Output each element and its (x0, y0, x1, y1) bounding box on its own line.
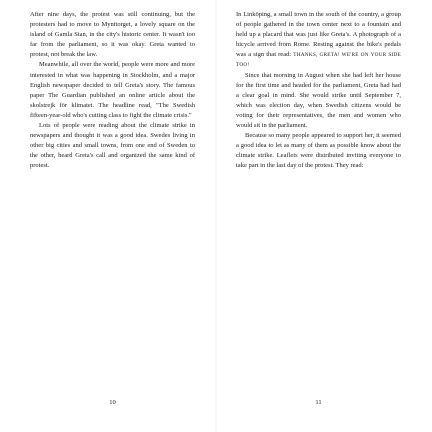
sign-quote: THANKS, GRETA! WE'RE ON YOUR SIDE TOO! (236, 52, 401, 69)
left-paragraph-2: Meanwhile, all over the world, people were more and more interested in what was happening in Stockholm, and a major English newspaper decided to tell Greta's story. The famous paper The Guardian published an online article about the skolstrejk för klimatet. The headline read, "The Swedish fifteen-year-old who's cutting class to fight the climate crisis." (30, 61, 195, 119)
right-paragraph-1-text: In Linköping, a small town in the south of the country, a group of people gathered in the town center next to a fountain and held up a placard that was just like Greta's. A photograph of a bicycle arrived from Rome. Resting against the bike's pedals was a sign that read: (236, 11, 401, 59)
book-gutter (215, 0, 217, 432)
right-page (236, 10, 401, 420)
left-page (30, 10, 195, 420)
right-page-number: 11 (315, 399, 322, 406)
left-paragraph-1: After nine days, the protest was still continuing, but the protesters had to move to Mynttorget, a lovely square on the island of Gamla Stan, in the city's historic center. It wasn't too far from the parliament, so it was okay. Greta wanted to protest, not break the law. (30, 11, 195, 59)
left-paragraph-3: Lots of people were reading about the climate strike in newspapers and thought it was a good idea. Swedes living in other big cities and small towns, from one end of Sweden to the other, heard Greta's call and organized the same kind of protest. (30, 122, 195, 170)
left-page-number: 10 (109, 399, 116, 406)
right-paragraph-2: Since that morning in August when she had left her house for the first time and headed for the parliament, Greta had had a clear goal in mind. She would strike until September 7, which was election day, when Swedish citizens would be voting for their representatives, the men and women who would sit in the parliament. (236, 71, 401, 130)
right-paragraph-1 (236, 10, 401, 71)
right-page-body (236, 10, 401, 172)
left-page-body (30, 10, 195, 172)
right-paragraph-3: Because so many people appeared to support her, it seemed a good idea to let as many of them as possible know about the climate strike. Leaflets were distributed inviting everyone to take part in the last day of the protest. They read: (236, 132, 401, 170)
